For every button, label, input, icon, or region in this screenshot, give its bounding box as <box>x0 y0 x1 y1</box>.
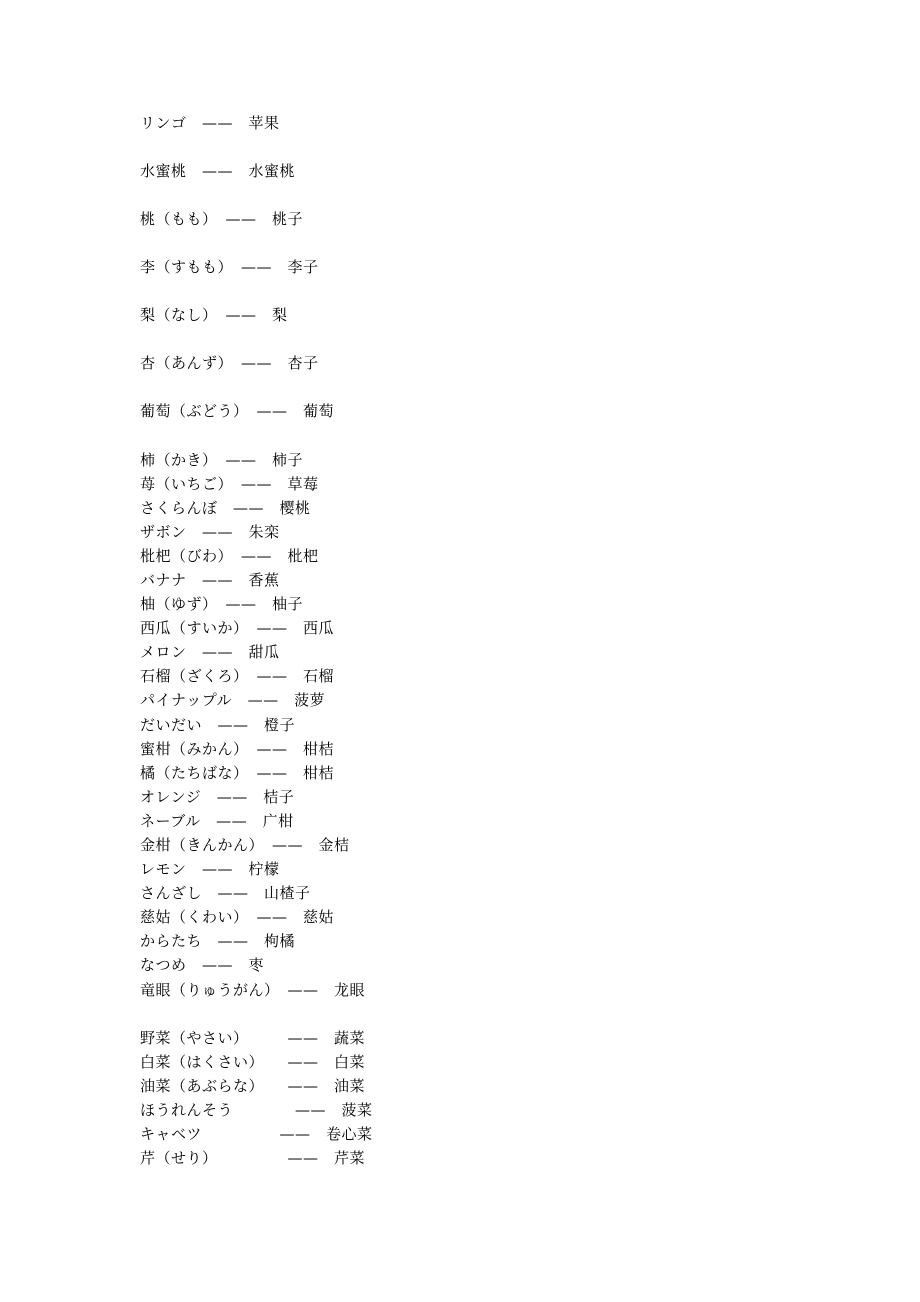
vocab-line: 橘（たちばな） —— 柑桔 <box>140 764 335 782</box>
vocab-line: 蜜柑（みかん） —— 柑桔 <box>140 740 335 758</box>
vocab-line: 西瓜（すいか） —— 西瓜 <box>140 619 335 637</box>
vocab-line: オレンジ —— 桔子 <box>140 788 295 806</box>
vocab-line: なつめ —— 枣 <box>140 956 265 974</box>
vocab-line: 竜眼（りゅうがん） —— 龙眼 <box>140 981 366 999</box>
vocab-line: 李（すもも） —— 李子 <box>140 258 319 276</box>
vocab-line: 油菜（あぶらな） —— 油菜 <box>140 1077 366 1095</box>
vocab-line: ザボン —— 朱栾 <box>140 523 280 541</box>
vocab-line: パイナップル —— 菠萝 <box>140 691 326 709</box>
vocab-line: キャベツ —— 卷心菜 <box>140 1125 373 1143</box>
vocab-line: 枇杷（びわ） —— 枇杷 <box>140 547 319 565</box>
vocab-line: 慈姑（くわい） —— 慈姑 <box>140 908 335 926</box>
vocab-line: からたち —— 枸橘 <box>140 932 296 950</box>
vocab-line: 梨（なし） —— 梨 <box>140 306 288 324</box>
vocab-line: バナナ —— 香蕉 <box>140 571 280 589</box>
vocab-line: 野菜（やさい） —— 蔬菜 <box>140 1029 366 1047</box>
vocab-line: 葡萄（ぶどう） —— 葡萄 <box>140 402 335 420</box>
vocab-line: さんざし —— 山楂子 <box>140 884 311 902</box>
vocab-line: 石榴（ざくろ） —— 石榴 <box>140 667 335 685</box>
vocab-line: 柚（ゆず） —— 柚子 <box>140 595 304 613</box>
vocab-line: 白菜（はくさい） —— 白菜 <box>140 1053 366 1071</box>
vocab-line: 芹（せり） —— 芹菜 <box>140 1149 366 1167</box>
vocab-line: レモン —— 柠檬 <box>140 860 280 878</box>
vocab-line: だいだい —— 橙子 <box>140 716 296 734</box>
vocab-line: リンゴ —— 苹果 <box>140 114 280 132</box>
vocab-line: 杏（あんず） —— 杏子 <box>140 354 319 372</box>
vocab-line: 水蜜桃 —— 水蜜桃 <box>140 162 296 180</box>
vocab-line: 柿（かき） —— 柿子 <box>140 451 304 469</box>
vocab-line: メロン —— 甜瓜 <box>140 643 280 661</box>
vocab-line: 金柑（きんかん） —— 金桔 <box>140 836 350 854</box>
vocab-line: ネーブル —— 广柑 <box>140 812 294 830</box>
vocab-line: ほうれんそう —— 菠菜 <box>140 1101 373 1119</box>
vocab-line: さくらんぼ —— 樱桃 <box>140 499 311 517</box>
vocab-line: 桃（もも） —— 桃子 <box>140 210 304 228</box>
vocab-line: 苺（いちご） —— 草莓 <box>140 475 319 493</box>
